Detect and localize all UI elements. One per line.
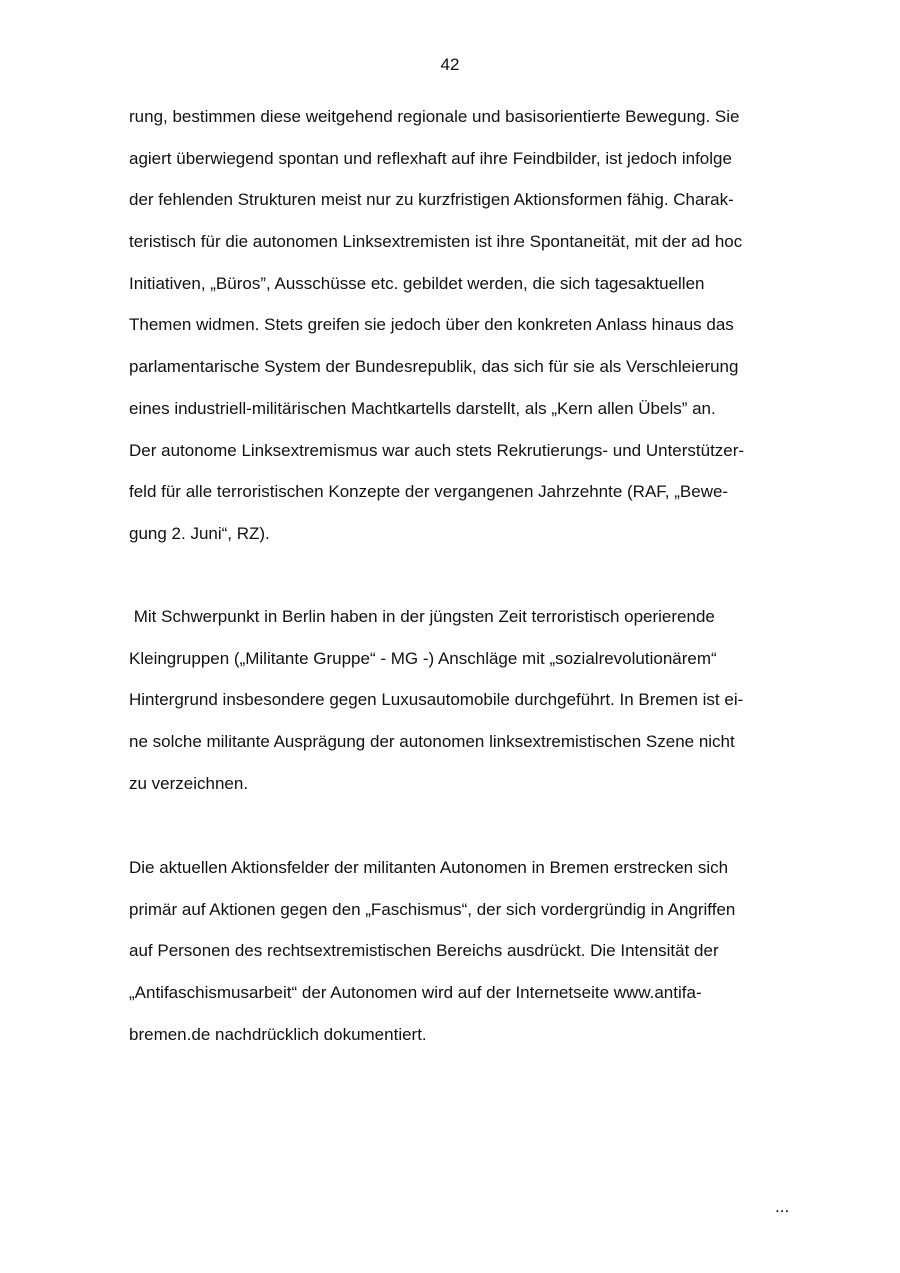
text-line: eines industriell-militärischen Machtkartells darstellt, als „Kern allen Übels” an. [129, 398, 716, 418]
paragraph-2 [129, 596, 809, 804]
text-line: Hintergrund insbesondere gegen Luxusautomobile durchgeführt. In Bremen ist ei- [129, 690, 744, 710]
text-line: ne solche militante Ausprägung der autonomen linksextremistischen Szene nicht [129, 732, 735, 752]
text-line: der fehlenden Strukturen meist nur zu kurzfristigen Aktionsformen fähig. Charak- [129, 190, 734, 210]
text-line: „Antifaschismusarbeit“ der Autonomen wird auf der Internetseite www.antifa- [129, 983, 702, 1003]
text-line: agiert überwiegend spontan und reflexhaft auf ihre Feindbilder, ist jedoch infolge [129, 148, 732, 168]
text-line: parlamentarische System der Bundesrepublik, das sich für sie als Verschleierung [129, 357, 739, 377]
text-line: rung, bestimmen diese weitgehend regionale und basisorientierte Bewegung. Sie [129, 107, 740, 126]
text-line: feld für alle terroristischen Konzepte der vergangenen Jahrzehnte (RAF, „Bewe- [129, 482, 729, 502]
text-line: Mit Schwerpunkt in Berlin haben in der jüngsten Zeit terroristisch operierende [129, 607, 715, 626]
text-line: gung 2. Juni“, RZ). [129, 523, 270, 543]
page-number: 42 [440, 55, 460, 74]
paragraph-3 [129, 847, 809, 1055]
text-line: Initiativen, „Büros”, Ausschüsse etc. gebildet werden, die sich tagesaktuellen [129, 273, 705, 293]
text-line: zu verzeichnen. [129, 773, 249, 793]
paragraph-1 [129, 96, 809, 555]
text-line: auf Personen des rechtsextremistischen Bereichs ausdrückt. Die Intensität der [129, 941, 719, 961]
continuation-marker: ... [775, 1197, 790, 1216]
text-line: primär auf Aktionen gegen den „Faschismus“, der sich vordergründig in Angriffen [129, 899, 736, 919]
text-line: Kleingruppen („Militante Gruppe“ - MG -) Anschläge mit „sozialrevolutionärem“ [129, 648, 717, 668]
text-line: Themen widmen. Stets greifen sie jedoch über den konkreten Anlass hinaus das [129, 315, 734, 335]
text-line: Die aktuellen Aktionsfelder der militanten Autonomen in Bremen erstrecken sich [129, 858, 729, 877]
text-line: teristisch für die autonomen Linksextremisten ist ihre Spontaneität, mit der ad hoc [129, 232, 743, 252]
text-line: Der autonome Linksextremismus war auch stets Rekrutierungs- und Unterstützer- [129, 440, 745, 460]
text-line: bremen.de nachdrücklich dokumentiert. [129, 1024, 427, 1044]
